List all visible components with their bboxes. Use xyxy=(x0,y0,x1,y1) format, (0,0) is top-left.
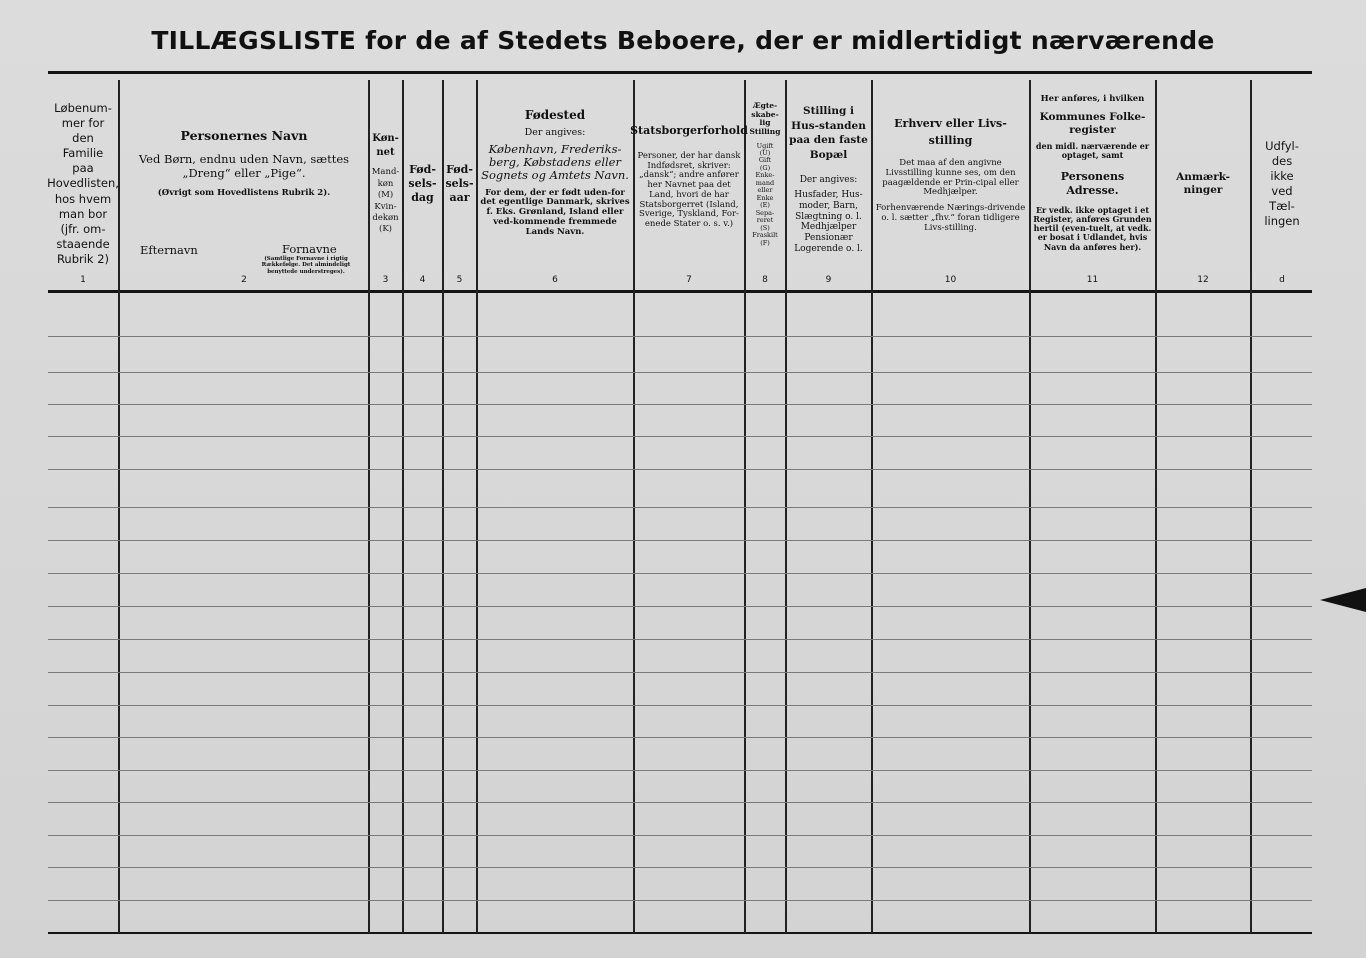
column-2-surname-label: Efternavn xyxy=(140,243,198,257)
column-5-header: Fød-sels-aar xyxy=(445,163,474,204)
column-number: 1 xyxy=(80,275,86,285)
entry-row-line xyxy=(48,606,1312,607)
entry-row-line xyxy=(48,705,1312,706)
column-number: 6 xyxy=(552,275,558,285)
column-number: 4 xyxy=(419,275,426,285)
entry-row-line xyxy=(48,336,1312,337)
column-d-header: Udfyl- des ikke ved Tæl- lingen xyxy=(1264,139,1300,228)
column-9-header: Stilling i Hus-standen paa den faste Bopæl Der angives: Husfader, Hus-moder, Barn, Slægtning o. l. Medhjælper Pensionær Logerende o. l. xyxy=(789,105,868,254)
column-number: 5 xyxy=(456,275,463,285)
entry-row-line xyxy=(48,436,1312,437)
entry-row-line xyxy=(48,770,1312,771)
column-number: 11 xyxy=(1086,275,1099,285)
column-number: 2 xyxy=(241,275,247,285)
entry-row-line xyxy=(48,372,1312,373)
page-edge-marker xyxy=(1320,588,1366,612)
column-2-header: Personernes Navn Ved Børn, endnu uden Navn, sættes „Dreng“ eller „Pige“. (Øvrigt som Hovedlistens Rubrik 2). xyxy=(138,128,350,199)
entry-row-line xyxy=(48,540,1312,541)
form-title: TILLÆGSLISTE for de af Stedets Beboere, der er midlertidigt nærværende xyxy=(151,26,1215,55)
column-1-header: Løbenum- mer for den Familie paa Hovedlisten, hos hvem man bor (jfr. om- staaende Rubrik 2) xyxy=(47,100,119,267)
entry-row-line xyxy=(48,573,1312,574)
column-8-header: Ægte-skabe-lig Stilling Ugift (U) Gift (G) Enke- mand eller Enke (E) Sepa- reret (S) Fraskilt (F) xyxy=(749,101,781,247)
column-6-header: Fødested Der angives: København, Frederiks-berg, Købstadens eller Sognets og Amtets Navn. For dem, der er født uden-for det egentlige Danmark, skrives f. Eks. Grønland, Island eller ved-kommende fremmede Lands Navn. xyxy=(480,108,630,237)
entry-row-line xyxy=(48,835,1312,836)
entry-row-line xyxy=(48,900,1312,901)
column-2-firstnames-note: (Samtlige Fornavne i rigtig Rækkefølge. Det almindeligt benyttede understreges). xyxy=(261,256,351,275)
column-10-header: Erhverv eller Livs-stilling Det maa af den angivne Livsstilling kunne ses, om den paagældende er Prin-cipal eller Medhjælper. Forhenværende Nærings-drivende o. l. sætter „fhv.“ foran tidligere Livs-stilling. xyxy=(875,117,1026,233)
column-number: 12 xyxy=(1197,275,1209,285)
column-number: 8 xyxy=(762,275,768,285)
column-3-header: Køn-net Mand- køn (M) Kvin- dekøn (K) xyxy=(371,133,400,235)
column-12-header: Anmærk-ninger xyxy=(1176,170,1230,196)
column-4-header: Fød-sels-dag xyxy=(408,163,437,204)
column-2-firstnames-label: Fornavne xyxy=(282,242,337,256)
column-11-header: Her anføres, i hvilken Kommunes Folke-register den midl. nærværende er optaget, samt Personens Adresse. Er vedk. ikke optaget i et Register, anføres Grunden hertil (even-tuelt, at vedk. er bosat i Udlandet, hvis Navn da anføres her). xyxy=(1033,94,1152,252)
entry-row-line xyxy=(48,404,1312,405)
entry-row-line xyxy=(48,737,1312,738)
column-number: 10 xyxy=(944,275,957,285)
entry-row-line xyxy=(48,802,1312,803)
column-7-header: Statsborgerforhold Personer, der har dansk Indfødsret, skriver: „dansk“; andre anfører her Navnet paa det Land, hvori de har Statsborgerret (Island, Sverige, Tyskland, For-enede Stater o. s. v.) xyxy=(630,124,748,230)
column-number: 7 xyxy=(686,275,692,285)
entry-row-line xyxy=(48,639,1312,640)
bottom-rule xyxy=(48,932,1312,934)
top-rule xyxy=(48,71,1312,74)
entry-row-line xyxy=(48,507,1312,508)
entry-row-line xyxy=(48,469,1312,470)
entry-row-line xyxy=(48,867,1312,868)
column-number: 9 xyxy=(825,275,832,285)
entry-row-line xyxy=(48,672,1312,673)
column-number: d xyxy=(1279,275,1285,285)
header-rule xyxy=(48,290,1312,293)
column-number: 3 xyxy=(382,275,389,285)
